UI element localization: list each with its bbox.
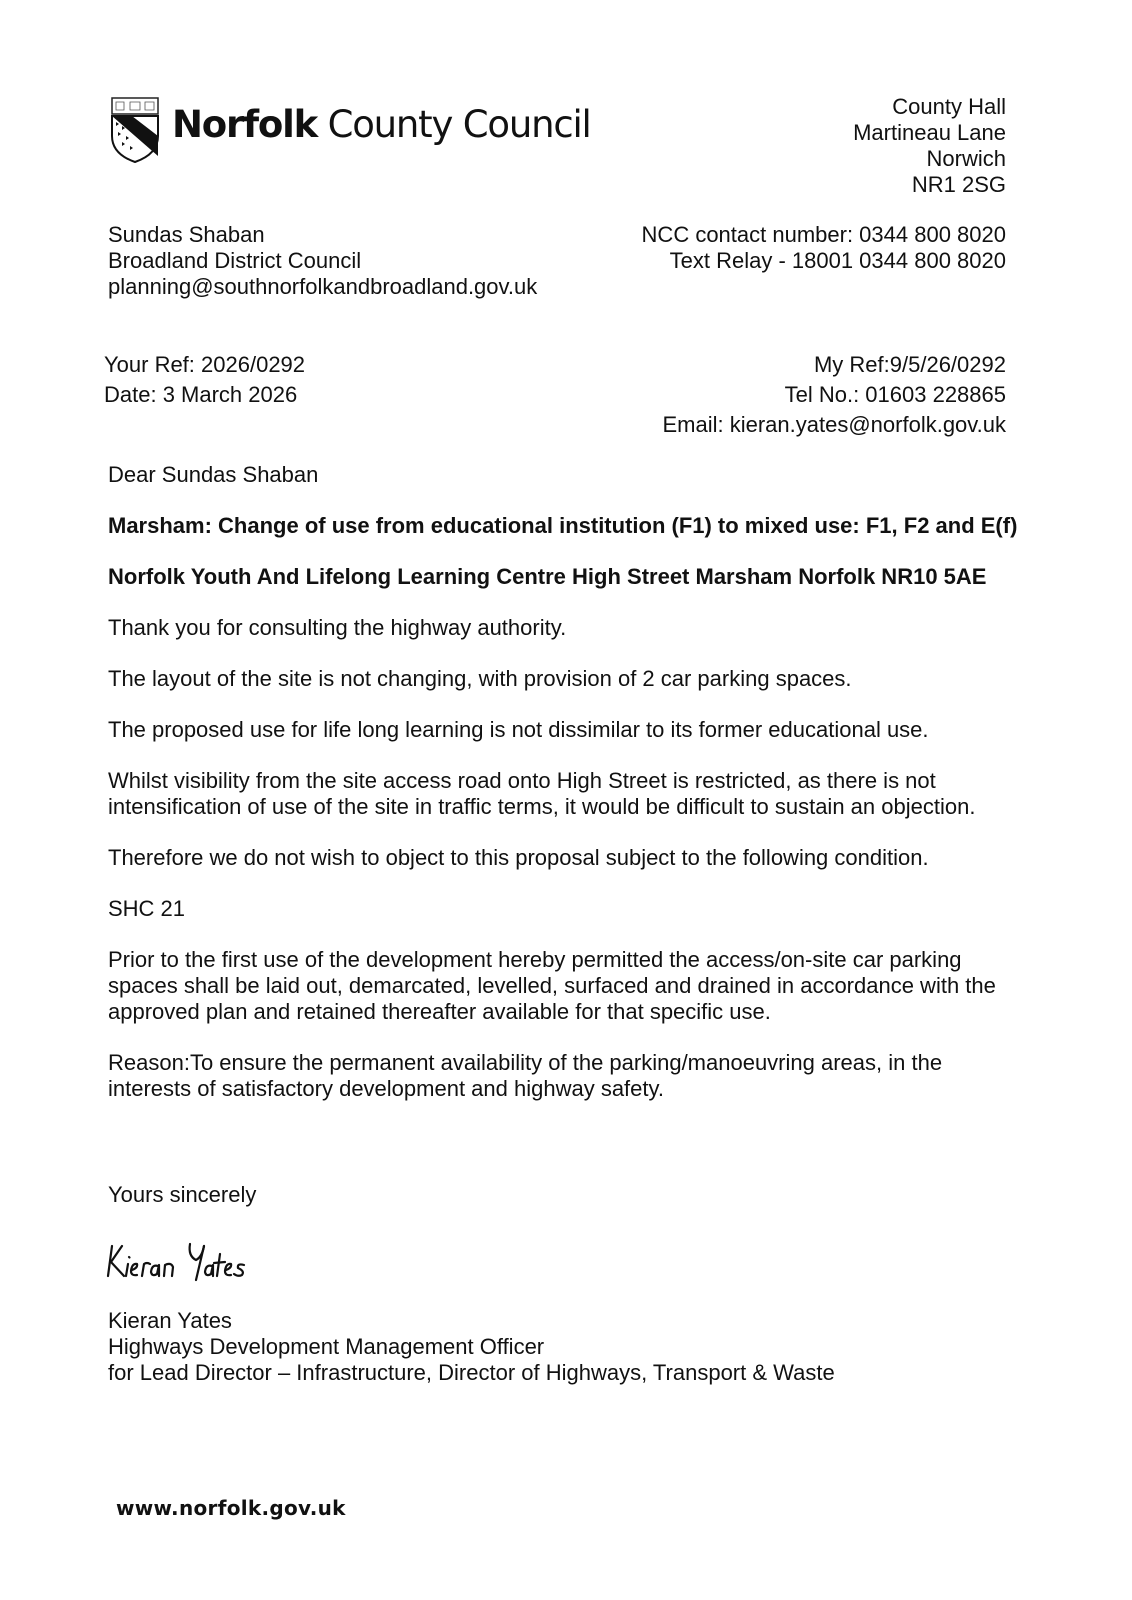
address-line: NR1 2SG: [911, 172, 1006, 197]
logo-text-regular: County Council: [327, 103, 591, 146]
signer-block: [108, 1308, 835, 1386]
sender-address: [853, 94, 1006, 198]
recipient-name: Sundas Shaban: [108, 222, 265, 247]
logo-text-bold: Norfolk: [172, 103, 318, 146]
footer-website: www.norfolk.gov.uk: [116, 1496, 346, 1520]
ncc-contact-number: NCC contact number: 0344 800 8020: [641, 222, 1006, 247]
council-name-logo: [172, 102, 591, 148]
address-line: Martineau Lane: [853, 120, 1006, 145]
condition-text: Prior to the first use of the development hereby permitted the access/on-site car parking spaces shall be laid out, demarcated, levelled, surfaced and drained in accordance with the approved plan and retained thereafter available for that specific use.: [108, 947, 996, 1024]
handwritten-signature: [104, 1236, 264, 1286]
body-paragraph: Therefore we do not wish to object to this proposal subject to the following condition.: [108, 845, 929, 870]
condition-reason: Reason:To ensure the permanent availability of the parking/manoeuvring areas, in the interests of satisfactory development and highway safety.: [108, 1050, 943, 1101]
letter-body: [108, 462, 1028, 1127]
recipient-organisation: Broadland District Council: [108, 248, 362, 273]
condition-code: SHC 21: [108, 896, 186, 921]
reference-right: [662, 350, 1006, 440]
address-line: Norwich: [926, 146, 1006, 171]
officer-email: Email: kieran.yates@norfolk.gov.uk: [662, 412, 1006, 437]
contact-block: [642, 222, 1006, 274]
signer-name: Kieran Yates: [108, 1308, 232, 1333]
salutation: Dear Sundas Shaban: [108, 462, 319, 487]
recipient-email: planning@southnorfolkandbroadland.gov.uk: [108, 274, 538, 299]
letter-date: Date: 3 March 2026: [104, 382, 298, 407]
text-relay-number: Text Relay - 18001 0344 800 8020: [669, 248, 1006, 273]
body-paragraph: The layout of the site is not changing, with provision of 2 car parking spaces.: [108, 666, 852, 691]
body-paragraph: The proposed use for life long learning is not dissimilar to its former educational use.: [108, 717, 929, 742]
tel-number: Tel No.: 01603 228865: [784, 382, 1006, 407]
signer-title: Highways Development Management Officer: [108, 1334, 545, 1359]
body-paragraph: Thank you for consulting the highway authority.: [108, 615, 567, 640]
closing: Yours sincerely: [108, 1182, 257, 1207]
subject-heading: Marsham: Change of use from educational institution (F1) to mixed use: F1, F2 and E(f): [108, 513, 1018, 538]
body-paragraph: Whilst visibility from the site access road onto High Street is restricted, as there is not intensification of use of the site in traffic terms, it would be difficult to sustain an objection.: [108, 768, 976, 819]
address-line: County Hall: [892, 94, 1006, 119]
your-ref: Your Ref: 2026/0292: [104, 352, 306, 377]
council-crest-logo: [110, 96, 160, 164]
signer-for-line: for Lead Director – Infrastructure, Director of Highways, Transport & Waste: [108, 1360, 835, 1385]
my-ref: My Ref:9/5/26/0292: [813, 352, 1006, 377]
reference-left: [104, 350, 305, 410]
site-address-heading: Norfolk Youth And Lifelong Learning Centre High Street Marsham Norfolk NR10 5AE: [108, 564, 987, 589]
recipient-block: [108, 222, 537, 300]
